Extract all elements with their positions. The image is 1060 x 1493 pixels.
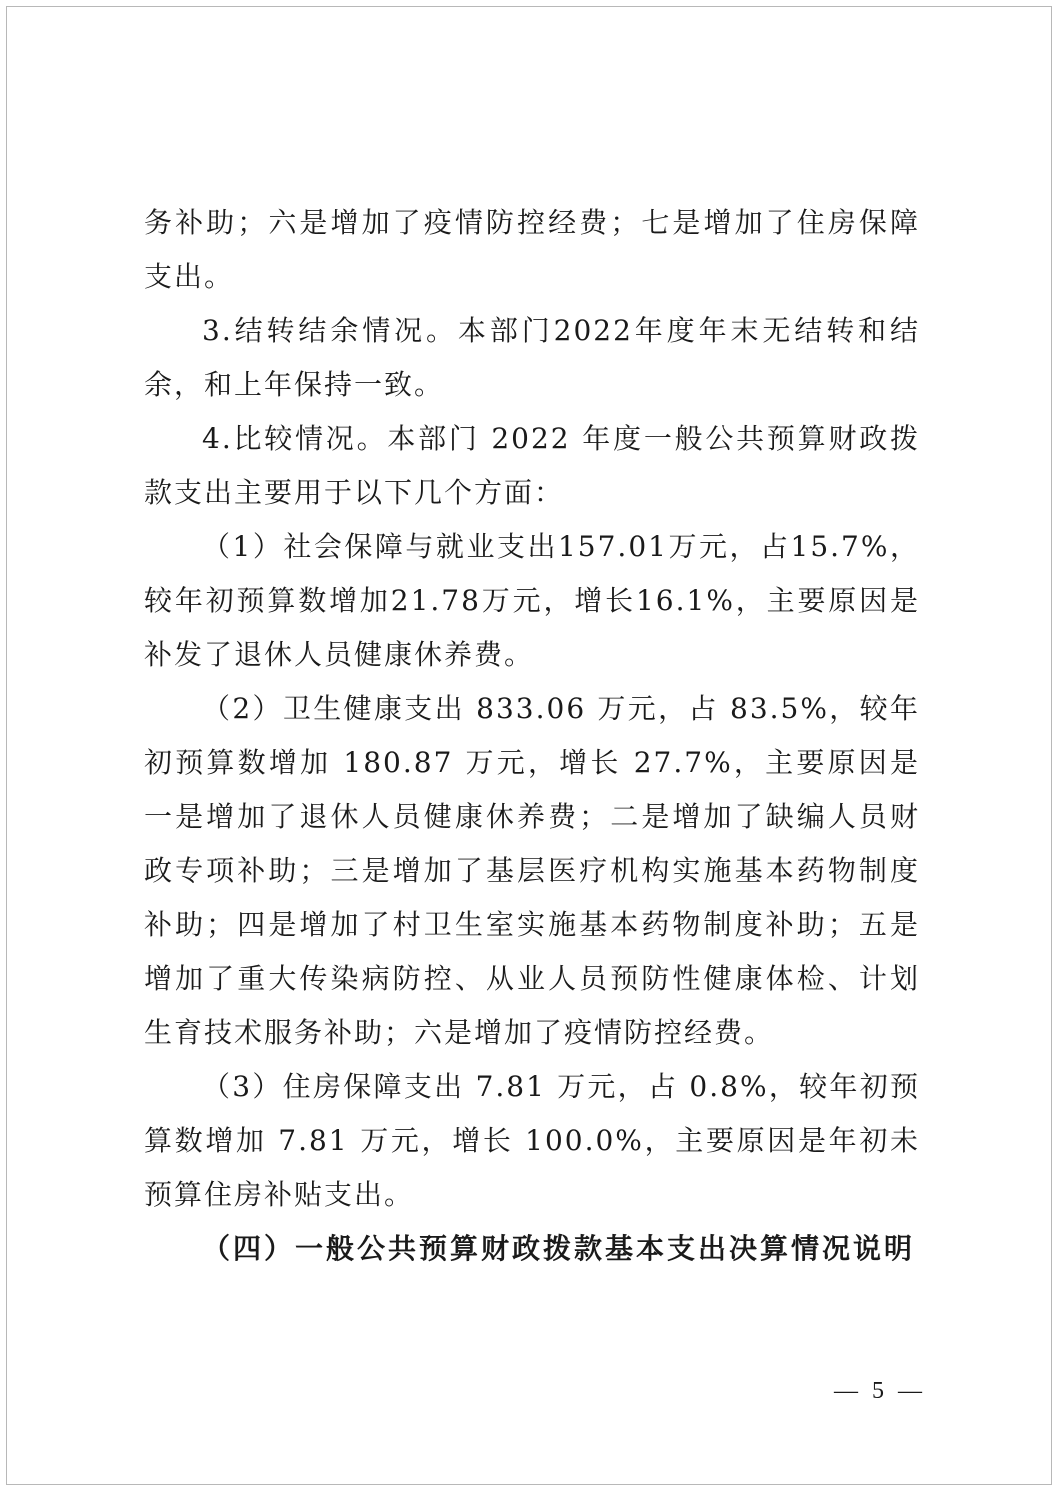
paragraph-carryover-balance: 3.结转结余情况。本部门2022年度年末无结转和结余，和上年保持一致。 xyxy=(144,314,920,401)
paragraph-health: （2）卫生健康支出 833.06 万元，占 83.5%，较年初预算数增加 180.87 万元，增长 27.7%，主要原因是一是增加了退休人员健康休养费；二是增加了缺编人员财政专项补助；三是增加了基层医疗机构实施基本药物制度补助；四是增加了村卫生室实施基本药物制度补助；五是增加了重大传染病防控、从业人员预防性健康体检、计划生育技术服务补助；六是增加了疫情防控经费。 xyxy=(144,692,920,1049)
paragraph-housing: （3）住房保障支出 7.81 万元，占 0.8%，较年初预算数增加 7.81 万元，增长 100.0%，主要原因是年初未预算住房补贴支出。 xyxy=(144,1070,920,1211)
document-body xyxy=(144,196,920,1276)
page-number: — 5 — xyxy=(834,1378,926,1404)
section-heading: （四）一般公共预算财政拨款基本支出决算情况说明 xyxy=(202,1232,916,1265)
paragraph-social-security: （1）社会保障与就业支出157.01万元，占15.7%，较年初预算数增加21.78万元，增长16.1%，主要原因是补发了退休人员健康休养费。 xyxy=(144,530,920,671)
paragraph-continuation: 务补助；六是增加了疫情防控经费；七是增加了住房保障支出。 xyxy=(144,206,920,293)
paragraph-comparison: 4.比较情况。本部门 2022 年度一般公共预算财政拨款支出主要用于以下几个方面： xyxy=(144,422,920,509)
